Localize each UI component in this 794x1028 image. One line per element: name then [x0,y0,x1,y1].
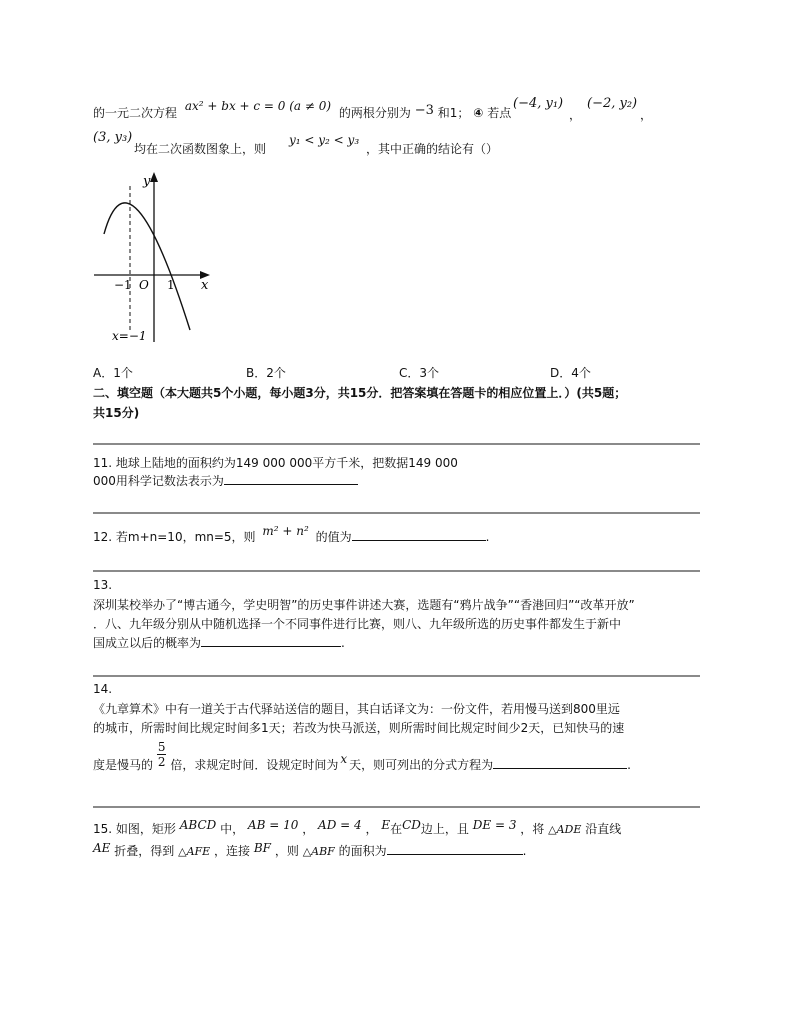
y-label: y [143,174,151,189]
q15-line1 [93,820,621,837]
option-c[interactable]: C．3个 [399,366,440,380]
q15-text-i: 折叠，得到 [114,844,175,858]
q14-line1: 《九章算术》中有一道关于古代驿站送信的题目，其白话译文为：一份文件，若用慢马送到800里远 [93,702,620,716]
q10-point3: (3, y₃) [93,130,133,145]
q15-text-e: 在 [390,822,403,836]
q14-line3-b: 倍，求规定时间．设规定时间为 [170,758,339,772]
q14-end: . [627,758,631,772]
option-b[interactable]: B．2个 [246,366,286,380]
q15-ab: AB = 10 [247,818,299,832]
q15-tri-ade: △ADE [548,823,582,836]
q15-end: . [522,844,527,858]
q13-line3 [93,634,345,651]
origin-label: O [139,278,149,292]
one-label: 1 [167,278,175,292]
q13-line1: 深圳某校举办了“博古通今，学史明智”的历史事件讲述大赛，选题有“鸦片战争”“香港回归”“改革开放” [93,598,635,612]
divider [93,806,700,808]
divider [93,512,700,514]
q10-and1: 和1； [437,106,470,120]
q15-text-l: 的面积为 [338,844,387,858]
q15-line2 [93,842,526,859]
q10-ruo-dian: 若点 [487,106,512,120]
q13-end: . [341,636,345,650]
neg1-label: −1 [114,278,132,292]
q10-inequality: y₁ < y₂ < y₃ [289,133,360,147]
q11-line2 [93,472,358,489]
q15-abcd: ABCD [179,818,217,832]
q10-line1-b: 的两根分别为 [338,106,411,120]
q14-answer-blank[interactable] [493,756,627,769]
q12-answer-blank[interactable] [352,528,486,541]
q12-line [93,524,490,545]
q15-ae: AE [93,841,111,855]
q14-frac-num: 5 [157,740,166,754]
option-d[interactable]: D．4个 [550,366,591,380]
q14-var-x: x [340,752,348,766]
section2-heading-line2: 共15分) [93,406,140,420]
q13-line2: ．八、九年级分别从中随机选择一个不同事件进行比赛，则八、九年级所选的历史事件都发生于新中 [93,617,622,631]
q10-line1 [93,99,512,121]
parabola-curve [104,203,190,330]
x-label: x [201,278,209,293]
q15-text-b: 中， [220,822,245,836]
q11-line1: 11. 地球上陆地的面积约为149 000 000平方千米，把数据149 000 [93,456,458,470]
section2-heading-line1: 二、填空题（本大题共5个小题，每小题3分，共15分．把答案填在答题卡的相应位置上．）(共5题； [93,386,627,400]
q12-text-b: 的值为 [315,530,352,544]
q15-e: E [381,818,391,832]
q15-bf: BF [253,841,272,855]
q10-line2-a: 均在二次函数图象上，则 [134,142,267,156]
q11-line2-text: 000用科学记数法表示为 [93,474,224,488]
q15-text-a: 15. 如图，矩形 [93,822,176,836]
q14-frac-den: 2 [157,755,166,769]
q10-comma2: ， [640,108,653,122]
q10-equation: ax² + bx + c = 0 (a ≠ 0) [184,99,332,113]
q15-answer-blank[interactable] [387,842,523,855]
circled-4: ④ [473,106,484,120]
q11-answer-blank[interactable] [224,472,358,485]
q15-text-j: ，连接 [214,844,251,858]
divider [93,570,700,572]
divider [93,675,700,677]
q15-de: DE = 3 [472,818,517,832]
q15-text-g: ，将 [520,822,545,836]
q12-text-a: 12. 若m+n=10，mn=5，则 [93,530,256,544]
q14-line3 [93,740,631,772]
q15-text-d: ， [365,822,378,836]
q14-line3-a: 度是慢马的 [93,758,154,772]
parabola-graph [90,170,220,350]
q15-cd: CD [402,818,421,832]
q15-tri-afe: △AFE [178,845,211,858]
q10-comma1: ， [569,108,582,122]
divider [93,443,700,445]
q10-point2: (−2, y₂) [587,96,638,111]
q10-line2-b: ，其中正确的结论有（） [366,142,499,156]
q15-tri-abf: △ABF [302,845,335,858]
q14-num: 14. [93,682,113,696]
q14-line2: 的城市，所需时间比规定时间多1天；若改为快马派送，则所需时间比规定时间少2天，已知快马的速 [93,721,625,735]
q10-point1: (−4, y₁) [513,96,564,111]
y-axis-arrow [150,172,158,182]
q13-answer-blank[interactable] [201,634,341,647]
q15-text-k: ，则 [274,844,299,858]
q13-line3-text: 国成立以后的概率为 [93,636,202,650]
q12-end: . [485,530,490,544]
q10-line1-a: 的一元二次方程 [93,106,178,120]
option-a[interactable]: A．1个 [93,366,133,380]
q14-line3-c: 天，则可列出的分式方程为 [349,758,494,772]
q15-text-h: 沿直线 [585,822,622,836]
q10-root1: −3 [414,103,434,118]
q15-ad: AD = 4 [318,818,362,832]
q15-text-f: 边上，且 [420,822,469,836]
symmetry-label: x=−1 [112,329,147,343]
q15-text-c: ， [302,822,315,836]
q14-fraction [157,740,167,769]
q13-num: 13. [93,578,113,592]
q12-expr: m² + n² [262,524,309,538]
